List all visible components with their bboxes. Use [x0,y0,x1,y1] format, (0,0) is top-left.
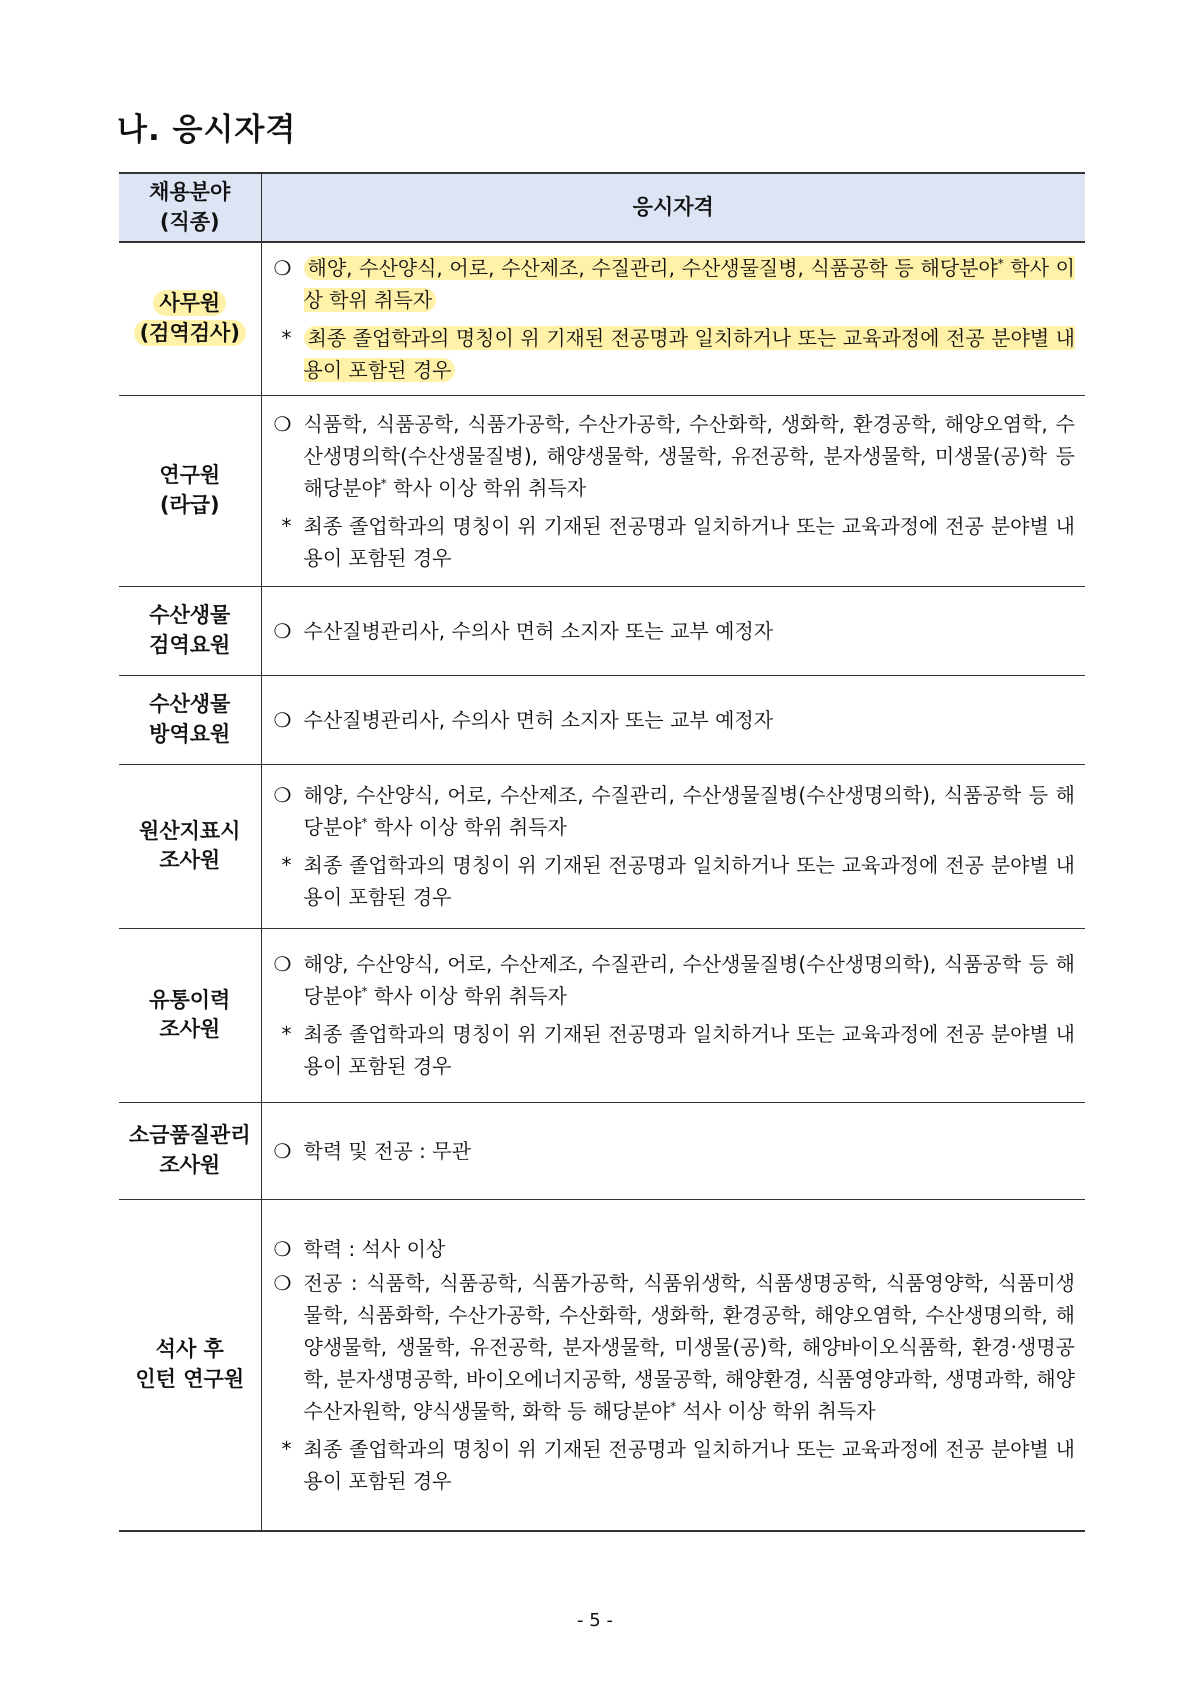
category-cell [119,1199,261,1531]
table-row [119,1199,1085,1531]
footnote [274,849,1076,913]
footnote [274,322,1076,386]
table-header-row [119,173,1085,242]
list-item [274,1267,1076,1427]
footnote [274,1433,1076,1497]
item-text: 해양, 수산양식, 어로, 수산제조, 수질관리, 수산생물질병, 식품공학 등 해당분야 [307,255,998,280]
item-text-after: 학사 이상 학위 취득자 [367,984,567,1008]
category-cell [119,764,261,928]
category-line2: (검역검사) [134,320,246,346]
item-text-after: 학사 이상 학위 취득자 [303,255,1075,312]
asterisk-icon: * [281,325,292,350]
item-text-after: 학사 이상 학위 취득자 [367,815,567,839]
footnote-mark: * [380,475,387,490]
bullet-icon: ❍ [273,783,292,807]
table-row [119,928,1085,1102]
qualification-cell [261,586,1085,675]
bullet-icon: ❍ [273,1236,292,1261]
table-row [119,242,1085,395]
bullet-icon: ❍ [273,952,292,976]
footnote-mark: * [670,1399,677,1414]
qualification-cell [261,1102,1085,1199]
category-cell [119,928,261,1102]
item-text: 수산질병관리사, 수의사 면허 소지자 또는 교부 예정자 [303,707,774,732]
qualification-cell [261,242,1085,395]
item-text-after: 학사 이상 학위 취득자 [386,475,587,500]
category-line1: 원산지표시 [139,818,241,843]
category-line2: 인턴 연구원 [135,1366,245,1391]
category-line2: 방역요원 [149,721,231,746]
header-qualification: 응시자격 [261,173,1085,242]
footnote-mark: * [361,815,368,830]
item-text-after: 석사 이상 학위 취득자 [676,1398,876,1423]
asterisk-icon: * [281,853,292,877]
qualification-cell [261,928,1085,1102]
item-text: 전공 : 식품학, 식품공학, 식품가공학, 식품위생학, 식품생명공학, 식품영양학, 식품미생물학, 식품화학, 수산가공학, 수산화학, 생화학, 환경공학, 해양오염학, 수산생명의학, 해양생물학, 생물학, 유전공학, 분자생물학, 미생물(공)학, 해양바이오식품학, 환경·생명공학, 분자생명공학, 바이오에너지공학, 생물공학, 해양환경, 식품영양과학, 생명과학, 해양수산자원학, 양식생물학, 화학 등 해당분야 [303,1270,1075,1423]
qualification-cell [261,764,1085,928]
category-line2: 조사원 [159,1152,221,1177]
item-text: 학력 : 석사 이상 [303,1236,446,1261]
header-category-line1: 채용분야 [149,180,231,205]
header-category-line2: (직종) [159,209,220,234]
category-line1: 수산생물 [149,692,231,717]
category-line1: 연구원 [159,463,221,488]
category-line2: 조사원 [159,848,221,872]
bullet-icon: ❍ [273,411,292,436]
category-line1: 소금품질관리 [128,1123,251,1148]
category-cell [119,1102,261,1199]
footnote [274,1018,1076,1082]
category-cell [119,242,261,395]
category-line2: 조사원 [159,1017,221,1041]
list-item [274,948,1076,1012]
list-item [274,408,1076,504]
list-item [274,779,1076,843]
table-row [119,764,1085,928]
item-text: 수산질병관리사, 수의사 면허 소지자 또는 교부 예정자 [303,618,774,643]
asterisk-icon: * [281,513,292,538]
table-row [119,586,1085,675]
category-cell [119,586,261,675]
asterisk-icon: * [281,1022,292,1046]
footnote-text: 최종 졸업학과의 명칭이 위 기재된 전공명과 일치하거나 또는 교육과정에 전공 분야별 내용이 포함된 경우 [303,325,1075,382]
list-item [274,1135,1076,1167]
category-cell [119,675,261,764]
page-number: - 5 - [577,1610,613,1631]
category-line2: (라급) [159,492,220,517]
table-row [119,395,1085,586]
item-text: 해양, 수산양식, 어로, 수산제조, 수질관리, 수산생물질병(수산생명의학), 식품공학 등 해당분야 [303,952,1075,1008]
table-row [119,675,1085,764]
list-item [274,252,1076,316]
bullet-icon: ❍ [273,707,292,732]
item-text: 식품학, 식품공학, 식품가공학, 수산가공학, 수산화학, 생화학, 환경공학, 해양오염학, 수산생명의학(수산생물질병), 해양생물학, 생물학, 유전공학, 분자생물학, 미생물(공)학 등 해당분야 [303,411,1075,500]
qualification-cell [261,675,1085,764]
footnote-text: 최종 졸업학과의 명칭이 위 기재된 전공명과 일치하거나 또는 교육과정에 전공 분야별 내용이 포함된 경우 [303,853,1075,909]
footnote-mark: * [361,984,368,999]
footnote-mark: * [997,256,1004,271]
bullet-icon: ❍ [273,1270,292,1295]
qualification-cell [261,395,1085,586]
category-line2: 검역요원 [149,632,231,657]
category-line1: 사무원 [153,290,226,316]
category-line1: 유통이력 [149,987,231,1012]
list-item [274,615,1076,647]
bullet-icon: ❍ [273,618,292,643]
item-text: 학력 및 전공 : 무관 [303,1138,471,1163]
qualification-cell [261,1199,1085,1531]
item-text: 해양, 수산양식, 어로, 수산제조, 수질관리, 수산생물질병(수산생명의학), 식품공학 등 해당분야 [303,783,1075,839]
footnote-text: 최종 졸업학과의 명칭이 위 기재된 전공명과 일치하거나 또는 교육과정에 전공 분야별 내용이 포함된 경우 [303,1436,1075,1493]
asterisk-icon: * [281,1436,292,1461]
section-title: 나. 응시자격 [117,112,297,148]
header-category [119,173,261,242]
category-line1: 석사 후 [155,1337,224,1362]
category-line1: 수산생물 [149,603,231,628]
list-item [274,704,1076,736]
table-row [119,1102,1085,1199]
bullet-icon: ❍ [273,1138,292,1163]
footnote-text: 최종 졸업학과의 명칭이 위 기재된 전공명과 일치하거나 또는 교육과정에 전공 분야별 내용이 포함된 경우 [303,513,1075,570]
footnote-text: 최종 졸업학과의 명칭이 위 기재된 전공명과 일치하거나 또는 교육과정에 전공 분야별 내용이 포함된 경우 [303,1022,1075,1078]
eligibility-table [119,172,1085,1532]
list-item [274,1233,1076,1265]
bullet-icon: ❍ [273,255,292,280]
category-cell [119,395,261,586]
footnote [274,510,1076,574]
